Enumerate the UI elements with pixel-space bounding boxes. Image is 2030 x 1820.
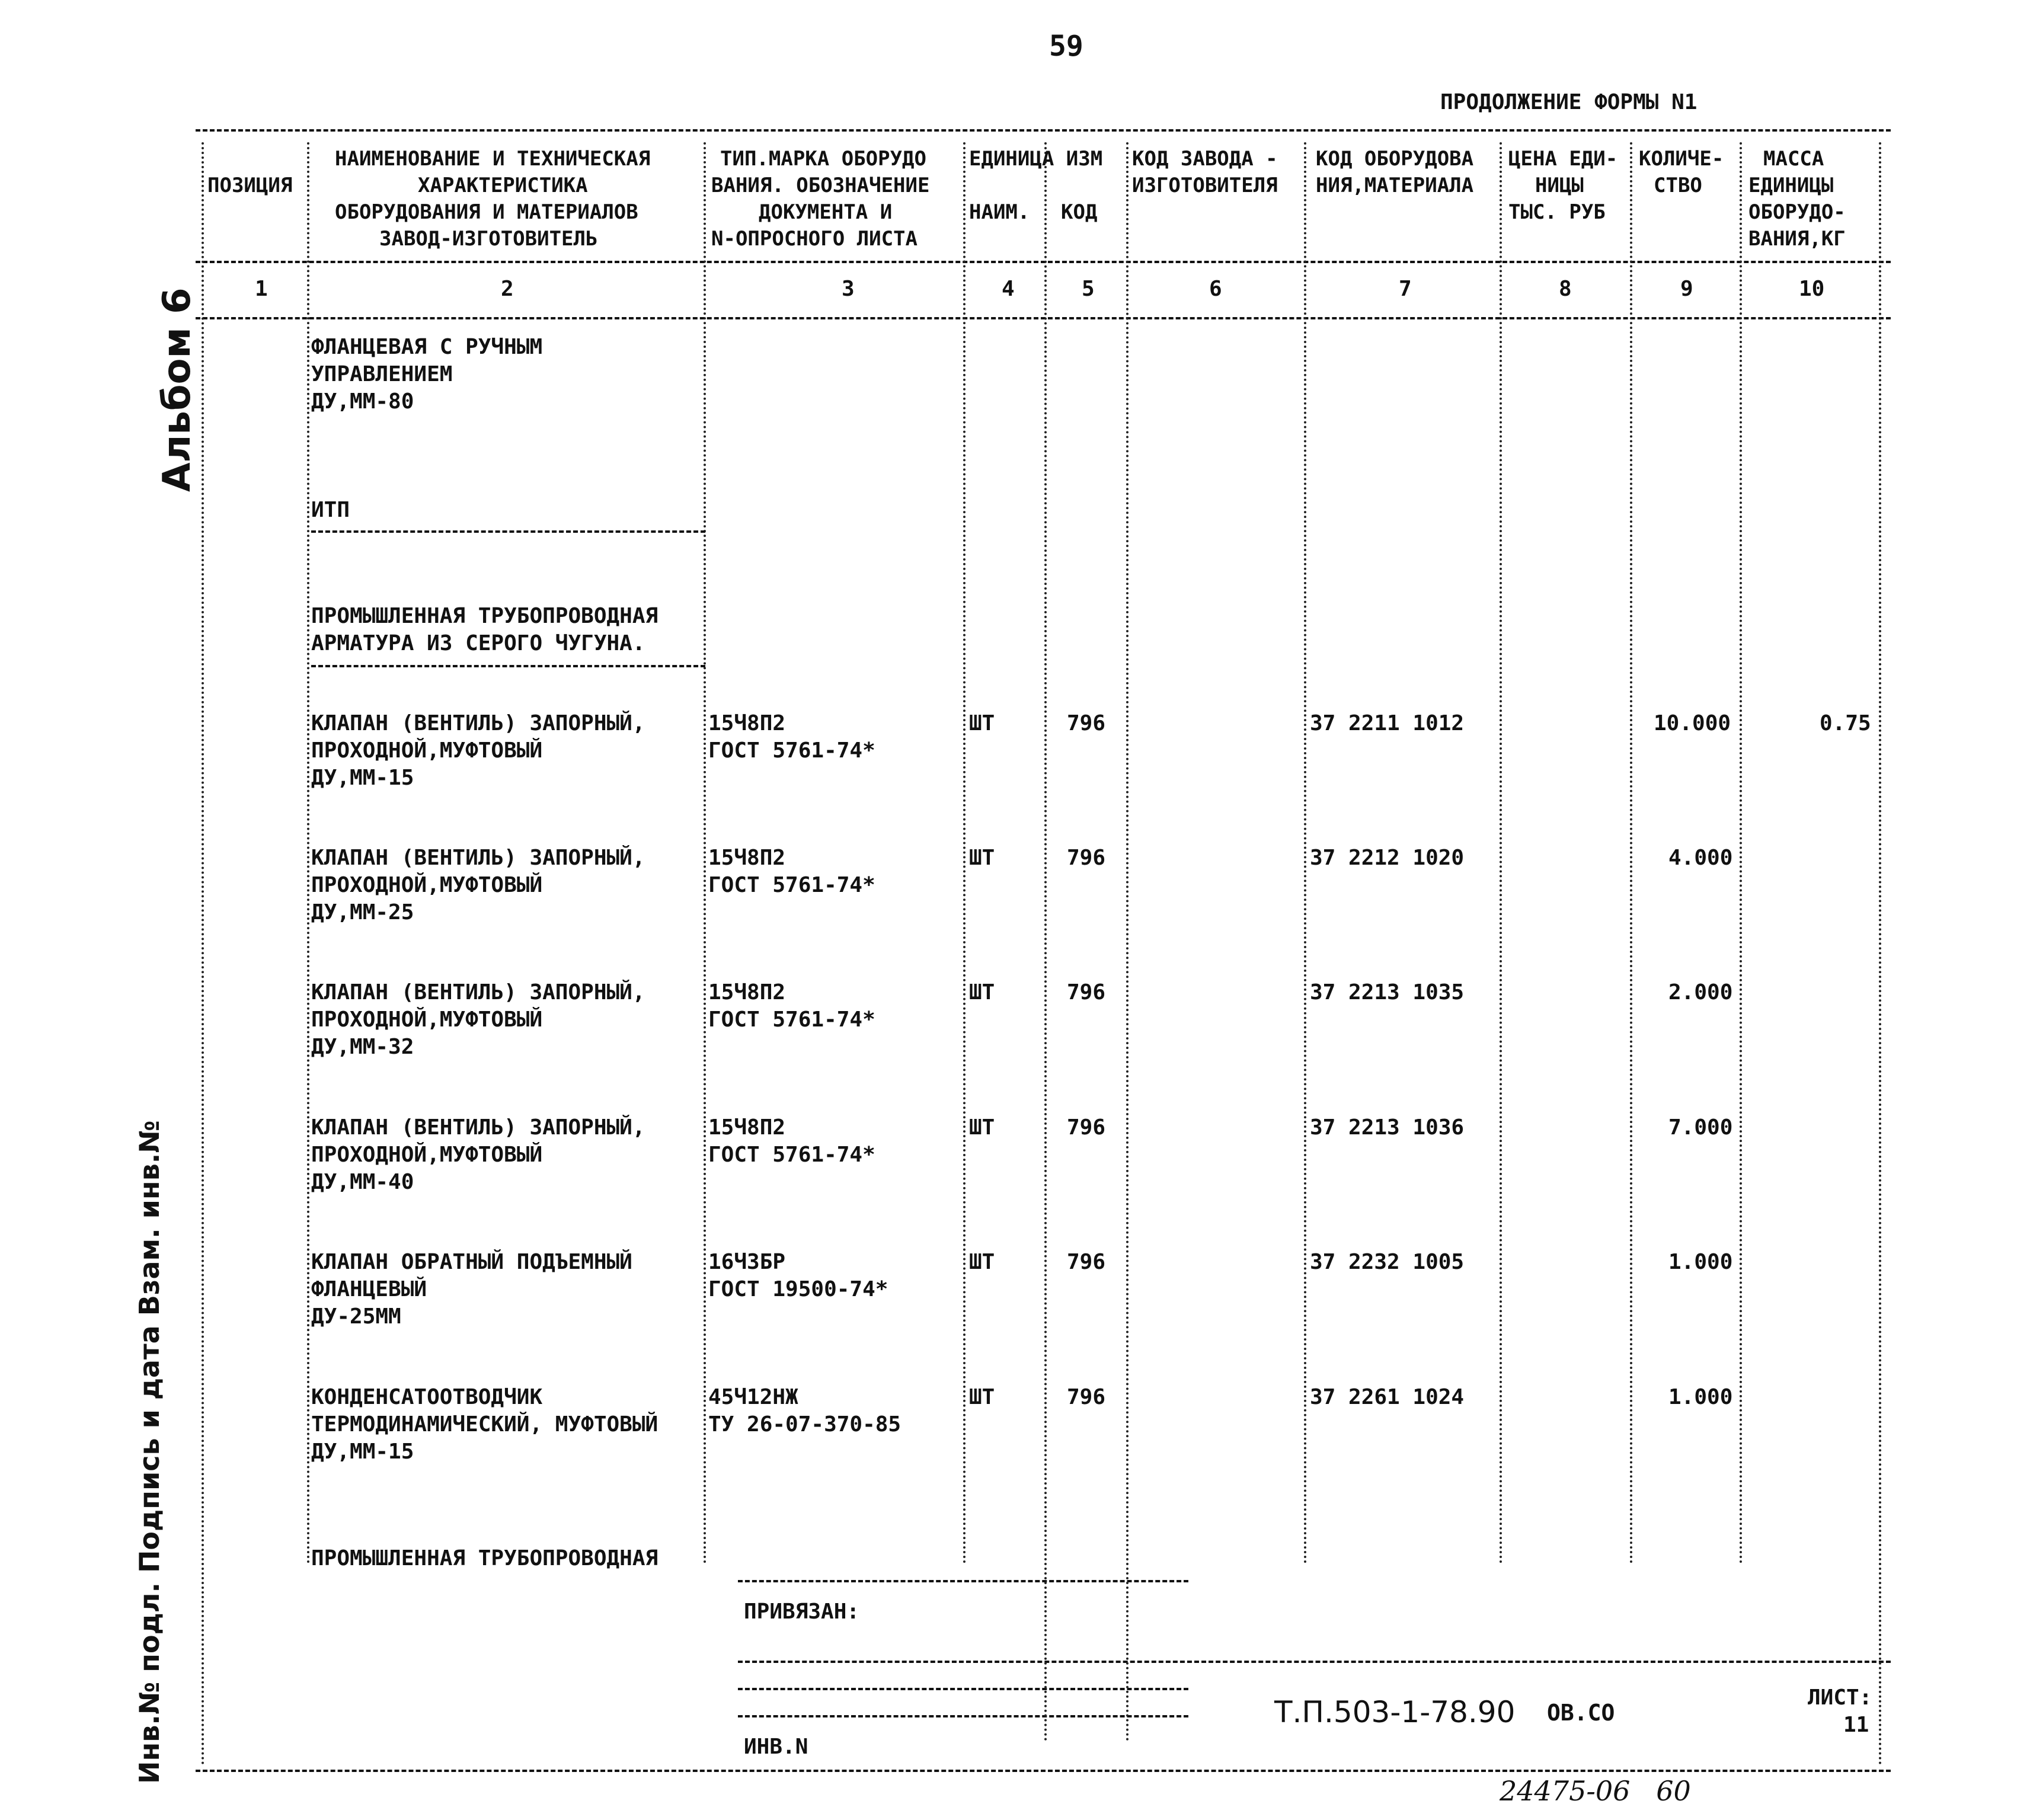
colnum-bottom-rule [196, 317, 1891, 319]
item-type-doc: ГОСТ 5761-74* [708, 873, 875, 897]
header-factory-code-line1: КОД ЗАВОДА - [1132, 147, 1278, 171]
item-material-code: 37 2213 1035 [1310, 980, 1465, 1005]
item-unit: ШТ [969, 1115, 995, 1140]
colnum-7: 7 [1399, 277, 1412, 301]
item-type: 15Ч8П2 [708, 711, 786, 735]
header-mass-line2: ЕДИНИЦЫ [1748, 174, 1834, 197]
header-type-line3: ДОКУМЕНТА И [759, 200, 893, 224]
item-qty: 1.000 [1668, 1385, 1733, 1409]
item-qty: 1.000 [1668, 1250, 1733, 1274]
item-name-line: АРМАТУРА ИЗ СЕРОГО ЧУГУНА. [311, 631, 645, 655]
header-type-line1: ТИП.МАРКА ОБОРУДО [720, 147, 926, 171]
item-type-doc: ГОСТ 19500-74* [708, 1277, 888, 1301]
header-position: ПОЗИЦИЯ [207, 174, 293, 197]
stamp-rule-4 [738, 1715, 1188, 1717]
approval-side-stamp: Инв.№ подл. Подпись и дата Взам. инв.№ [133, 1120, 165, 1784]
item-qty: 2.000 [1668, 980, 1733, 1005]
row-separator [311, 530, 705, 533]
item-name-line: КЛАПАН ОБРАТНЫЙ ПОДЪЕМНЫЙ [311, 1250, 632, 1274]
col-sep-6 [1304, 142, 1306, 1565]
header-bottom-rule [196, 261, 1891, 263]
item-name-line: ФЛАНЦЕВАЯ С РУЧНЫМ [311, 335, 543, 359]
header-type-line2: ВАНИЯ. ОБОЗНАЧЕНИЕ [711, 174, 930, 197]
item-name-line: ПРОХОДНОЙ,МУФТОВЫЙ [311, 873, 543, 897]
colnum-4: 4 [1002, 277, 1015, 301]
header-material-code-line1: КОД ОБОРУДОВА [1316, 147, 1474, 171]
footer-handwritten-number: 24475-06 60 [1500, 1775, 1691, 1807]
item-type: 15Ч8П2 [708, 1115, 786, 1140]
item-unit: ШТ [969, 1250, 995, 1274]
album-side-label: Альбом 6 [155, 287, 199, 492]
header-mass-line1: МАССА [1763, 147, 1824, 171]
item-name-line: ДУ,ММ-32 [311, 1035, 414, 1059]
page-bottom-rule [196, 1770, 1891, 1772]
sheet-number: 11 [1843, 1713, 1869, 1737]
header-price-line3: ТЫС. РУБ [1508, 200, 1606, 224]
item-name-line: ПРОМЫШЛЕННАЯ ТРУБОПРОВОДНАЯ [311, 1546, 658, 1570]
item-name-line: ПРОХОДНОЙ,МУФТОВЫЙ [311, 1007, 543, 1032]
colnum-10: 10 [1799, 277, 1825, 301]
stamp-top-rule [738, 1580, 1188, 1582]
item-type-doc: ТУ 26-07-370-85 [708, 1412, 901, 1437]
row-separator [311, 665, 705, 667]
item-name-line: ИТП [311, 498, 350, 522]
col-sep-right [1879, 142, 1881, 1766]
item-type: 15Ч8П2 [708, 846, 786, 870]
item-unit-code: 796 [1067, 980, 1106, 1005]
header-unit-line1: ЕДИНИЦА ИЗМ [969, 147, 1103, 171]
item-name-line: ДУ,ММ-15 [311, 766, 414, 790]
item-unit: ШТ [969, 980, 995, 1005]
col-sep-3 [963, 142, 966, 1565]
item-name-line: ДУ,ММ-15 [311, 1440, 414, 1464]
item-name-line: ДУ-25ММ [311, 1304, 401, 1329]
header-name-line1: НАИМЕНОВАНИЕ И ТЕХНИЧЕСКАЯ [335, 147, 651, 171]
item-type: 16Ч3БР [708, 1250, 786, 1274]
item-name-line: КЛАПАН (ВЕНТИЛЬ) ЗАПОРНЫЙ, [311, 846, 645, 870]
header-type-line4: N-ОПРОСНОГО ЛИСТА [711, 227, 918, 251]
colnum-1: 1 [255, 277, 268, 301]
item-unit: ШТ [969, 711, 995, 735]
item-type-doc: ГОСТ 5761-74* [708, 1143, 875, 1167]
col-sep-9 [1740, 142, 1742, 1565]
item-name-line: ДУ,ММ-25 [311, 900, 414, 925]
header-factory-code-line2: ИЗГОТОВИТЕЛЯ [1132, 174, 1278, 197]
item-mass: 0.75 [1820, 711, 1871, 735]
item-qty: 7.000 [1668, 1115, 1733, 1140]
header-price-line2: НИЦЫ [1535, 174, 1584, 197]
item-name-line: ФЛАНЦЕВЫЙ [311, 1277, 427, 1301]
colnum-2: 2 [501, 277, 514, 301]
item-name-line: ДУ,ММ-80 [311, 389, 414, 414]
colnum-9: 9 [1680, 277, 1693, 301]
page-number: 59 [1049, 30, 1083, 63]
header-top-rule [196, 129, 1891, 132]
item-name-line: УПРАВЛЕНИЕМ [311, 362, 453, 386]
stamp-attached-label: ПРИВЯЗАН: [744, 1600, 860, 1624]
continuation-title: ПРОДОЛЖЕНИЕ ФОРМЫ N1 [1440, 90, 1697, 114]
col-sep-7 [1500, 142, 1502, 1565]
item-type-doc: ГОСТ 5761-74* [708, 738, 875, 763]
item-material-code: 37 2261 1024 [1310, 1385, 1465, 1409]
item-type: 45Ч12НЖ [708, 1385, 798, 1409]
item-unit-code: 796 [1067, 711, 1106, 735]
item-unit: ШТ [969, 1385, 995, 1409]
item-name-line: КЛАПАН (ВЕНТИЛЬ) ЗАПОРНЫЙ, [311, 711, 645, 735]
stamp-inventory-label: ИНВ.N [744, 1735, 808, 1759]
col-sep-5 [1126, 142, 1129, 1742]
item-unit: ШТ [969, 846, 995, 870]
item-material-code: 37 2211 1012 [1310, 711, 1465, 735]
header-unit-name: НАИМ. [969, 200, 1030, 224]
colnum-8: 8 [1559, 277, 1572, 301]
item-material-code: 37 2232 1005 [1310, 1250, 1465, 1274]
item-type-doc: ГОСТ 5761-74* [708, 1007, 875, 1032]
item-qty: 10.000 [1654, 711, 1731, 735]
header-price-line1: ЦЕНА ЕДИ- [1508, 147, 1618, 171]
col-sep-4 [1044, 142, 1047, 1742]
header-material-code-line2: НИЯ,МАТЕРИАЛА [1316, 174, 1474, 197]
header-name-line2: ХАРАКТЕРИСТИКА [418, 174, 588, 197]
document-suffix: ОВ.СО [1547, 1700, 1615, 1726]
item-unit-code: 796 [1067, 1115, 1106, 1140]
col-sep-1 [307, 142, 309, 1565]
item-name-line: ПРОМЫШЛЕННАЯ ТРУБОПРОВОДНАЯ [311, 604, 658, 628]
header-name-line3: ОБОРУДОВАНИЯ И МАТЕРИАЛОВ [335, 200, 638, 224]
stamp-rule-2 [738, 1661, 1891, 1663]
item-unit-code: 796 [1067, 846, 1106, 870]
item-name-line: ДУ,ММ-40 [311, 1170, 414, 1194]
item-name-line: ПРОХОДНОЙ,МУФТОВЫЙ [311, 738, 543, 763]
item-unit-code: 796 [1067, 1385, 1106, 1409]
item-name-line: ПРОХОДНОЙ,МУФТОВЫЙ [311, 1143, 543, 1167]
sheet-label: ЛИСТ: [1808, 1685, 1872, 1710]
col-sep-left [202, 142, 204, 1766]
col-sep-8 [1630, 142, 1632, 1565]
header-qty-line2: СТВО [1654, 174, 1702, 197]
header-unit-code: КОД [1061, 200, 1098, 224]
header-qty-line1: КОЛИЧЕ- [1639, 147, 1724, 171]
document-code: Т.П.503-1-78.90 [1274, 1695, 1516, 1729]
item-name-line: КЛАПАН (ВЕНТИЛЬ) ЗАПОРНЫЙ, [311, 980, 645, 1005]
header-name-line4: ЗАВОД-ИЗГОТОВИТЕЛЬ [379, 227, 598, 251]
header-mass-line3: ОБОРУДО- [1748, 200, 1846, 224]
item-unit-code: 796 [1067, 1250, 1106, 1274]
item-qty: 4.000 [1668, 846, 1733, 870]
header-mass-line4: ВАНИЯ,КГ [1748, 227, 1846, 251]
stamp-rule-3 [738, 1688, 1188, 1690]
colnum-5: 5 [1082, 277, 1095, 301]
item-name-line: КОНДЕНСАТООТВОДЧИК [311, 1385, 543, 1409]
item-name-line: КЛАПАН (ВЕНТИЛЬ) ЗАПОРНЫЙ, [311, 1115, 645, 1140]
item-name-line: ТЕРМОДИНАМИЧЕСКИЙ, МУФТОВЫЙ [311, 1412, 658, 1437]
item-material-code: 37 2213 1036 [1310, 1115, 1465, 1140]
item-type: 15Ч8П2 [708, 980, 786, 1005]
col-sep-2 [704, 142, 706, 1565]
colnum-6: 6 [1209, 277, 1222, 301]
colnum-3: 3 [842, 277, 855, 301]
item-material-code: 37 2212 1020 [1310, 846, 1465, 870]
